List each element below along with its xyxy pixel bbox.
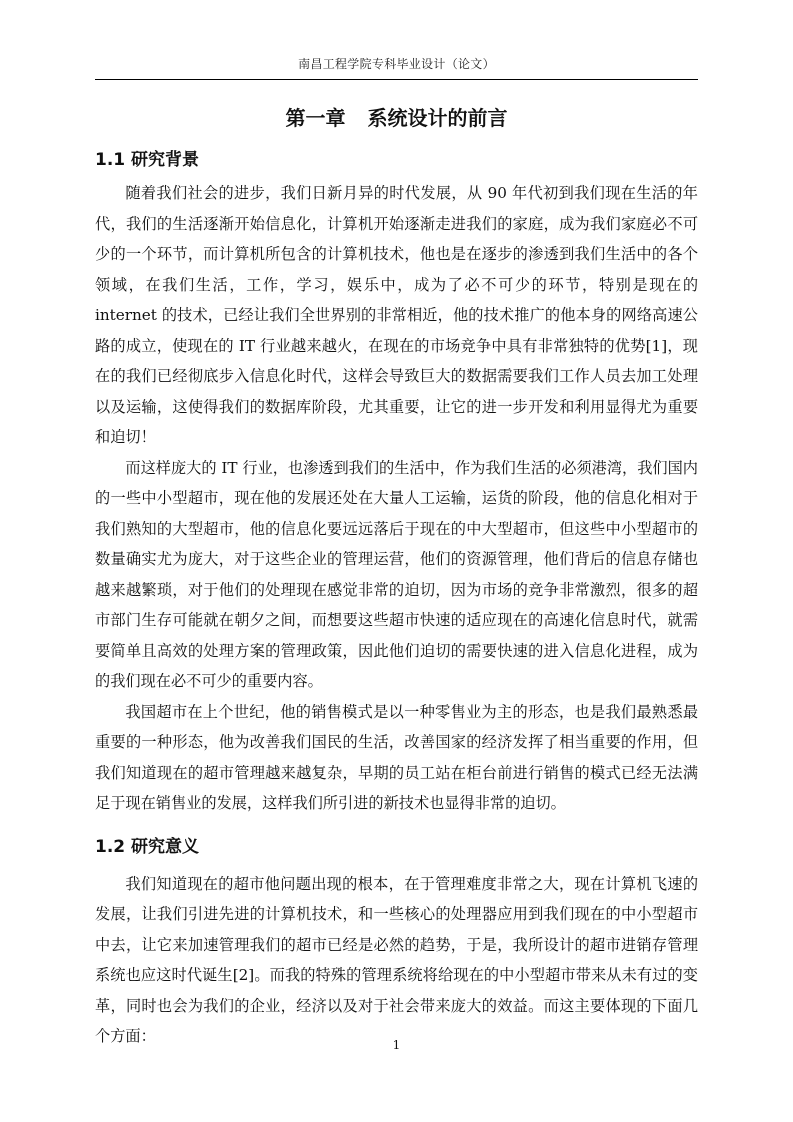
paragraph: 我国超市在上个世纪，他的销售模式是以一种零售业为主的形态，也是我们最熟悉最重要的一种形态，他为改善我们国民的生活，改善国家的经济发挥了相当重要的作用，但我们知道现在的超市管理越来越复杂，早期的员工站在柜台前进行销售的模式已经无法满足于现在销售业的发展，这样我们所引进的新技术也显得非常的迫切。 [95, 702, 698, 812]
section-heading-1-1: 1.1 研究背景 [95, 150, 200, 170]
paragraph: 随着我们社会的进步，我们日新月异的时代发展，从 90 年代初到我们现在生活的年代，我们的生活逐渐开始信息化，计算机开始逐渐走进我们的家庭，成为我们家庭必不可少的一个环节，而计算机所包含的计算机技术，他也是在逐步的渗透到我们生活中的各个领域，在我们生活，工作，学习，娱乐中，成为了必不可少的环节，特别是现在的 internet 的技术，已经让我们全世界别的非常相近，他的技术推广的他本身的网络高速公路的成立，使现在的 IT 行业越来越火，在现在的市场竞争中具有非常独特的优势[1]，现在的我们已经彻底步入信息化时代，这样会导致巨大的数据需要我们工作人员去加工处理以及运输，这使得我们的数据库阶段，尤其重要，让它的进一步开发和利用显得尤为重要和迫切！ [95, 184, 698, 446]
running-header: 南昌工程学院专科毕业设计（论文） [298, 57, 495, 71]
page-content [95, 96, 698, 1052]
chapter-title [95, 96, 698, 140]
paragraph: 而这样庞大的 IT 行业，也渗透到我们的生活中，作为我们生活的必须港湾，我们国内的一些中小型超市，现在他的发展还处在大量人工运输，运货的阶段，他的信息化相对于我们熟知的大型超市，他的信息化要远远落后于现在的中大型超市，但这些中小型超市的数量确实尤为庞大，对于这些企业的管理运营，他们的资源管理，他们背后的信息存储也越来越繁琐，对于他们的处理现在感觉非常的迫切，因为市场的竞争非常激烈，很多的超市部门生存可能就在朝夕之间，而想要这些超市快速的适应现在的高速化信息时代，就需要简单且高效的处理方案的管理政策，因此他们迫切的需要快速的进入信息化进程，成为的我们现在必不可少的重要内容。 [95, 458, 698, 690]
chapter-number: 第一章 [285, 106, 346, 130]
page-number: 1 [392, 1038, 401, 1052]
section-heading-1-2: 1.2 研究意义 [95, 836, 200, 857]
header-rule [95, 79, 698, 80]
paragraph: 我们知道现在的超市他问题出现的根本，在于管理难度非常之大，现在计算机飞速的发展，让我们引进先进的计算机技术，和一些核心的处理器应用到我们现在的中小型超市中去，让它来加速管理我们的超市已经是必然的趋势，于是，我所设计的超市进销存管理系统也应这时代诞生[2]。而我的特殊的管理系统将给现在的中小型超市带来从未有过的变革，同时也会为我们的企业，经济以及对于社会带来庞大的效益。而这主要体现的下面几个方面： [95, 874, 698, 1045]
chapter-name: 系统设计的前言 [367, 106, 508, 130]
